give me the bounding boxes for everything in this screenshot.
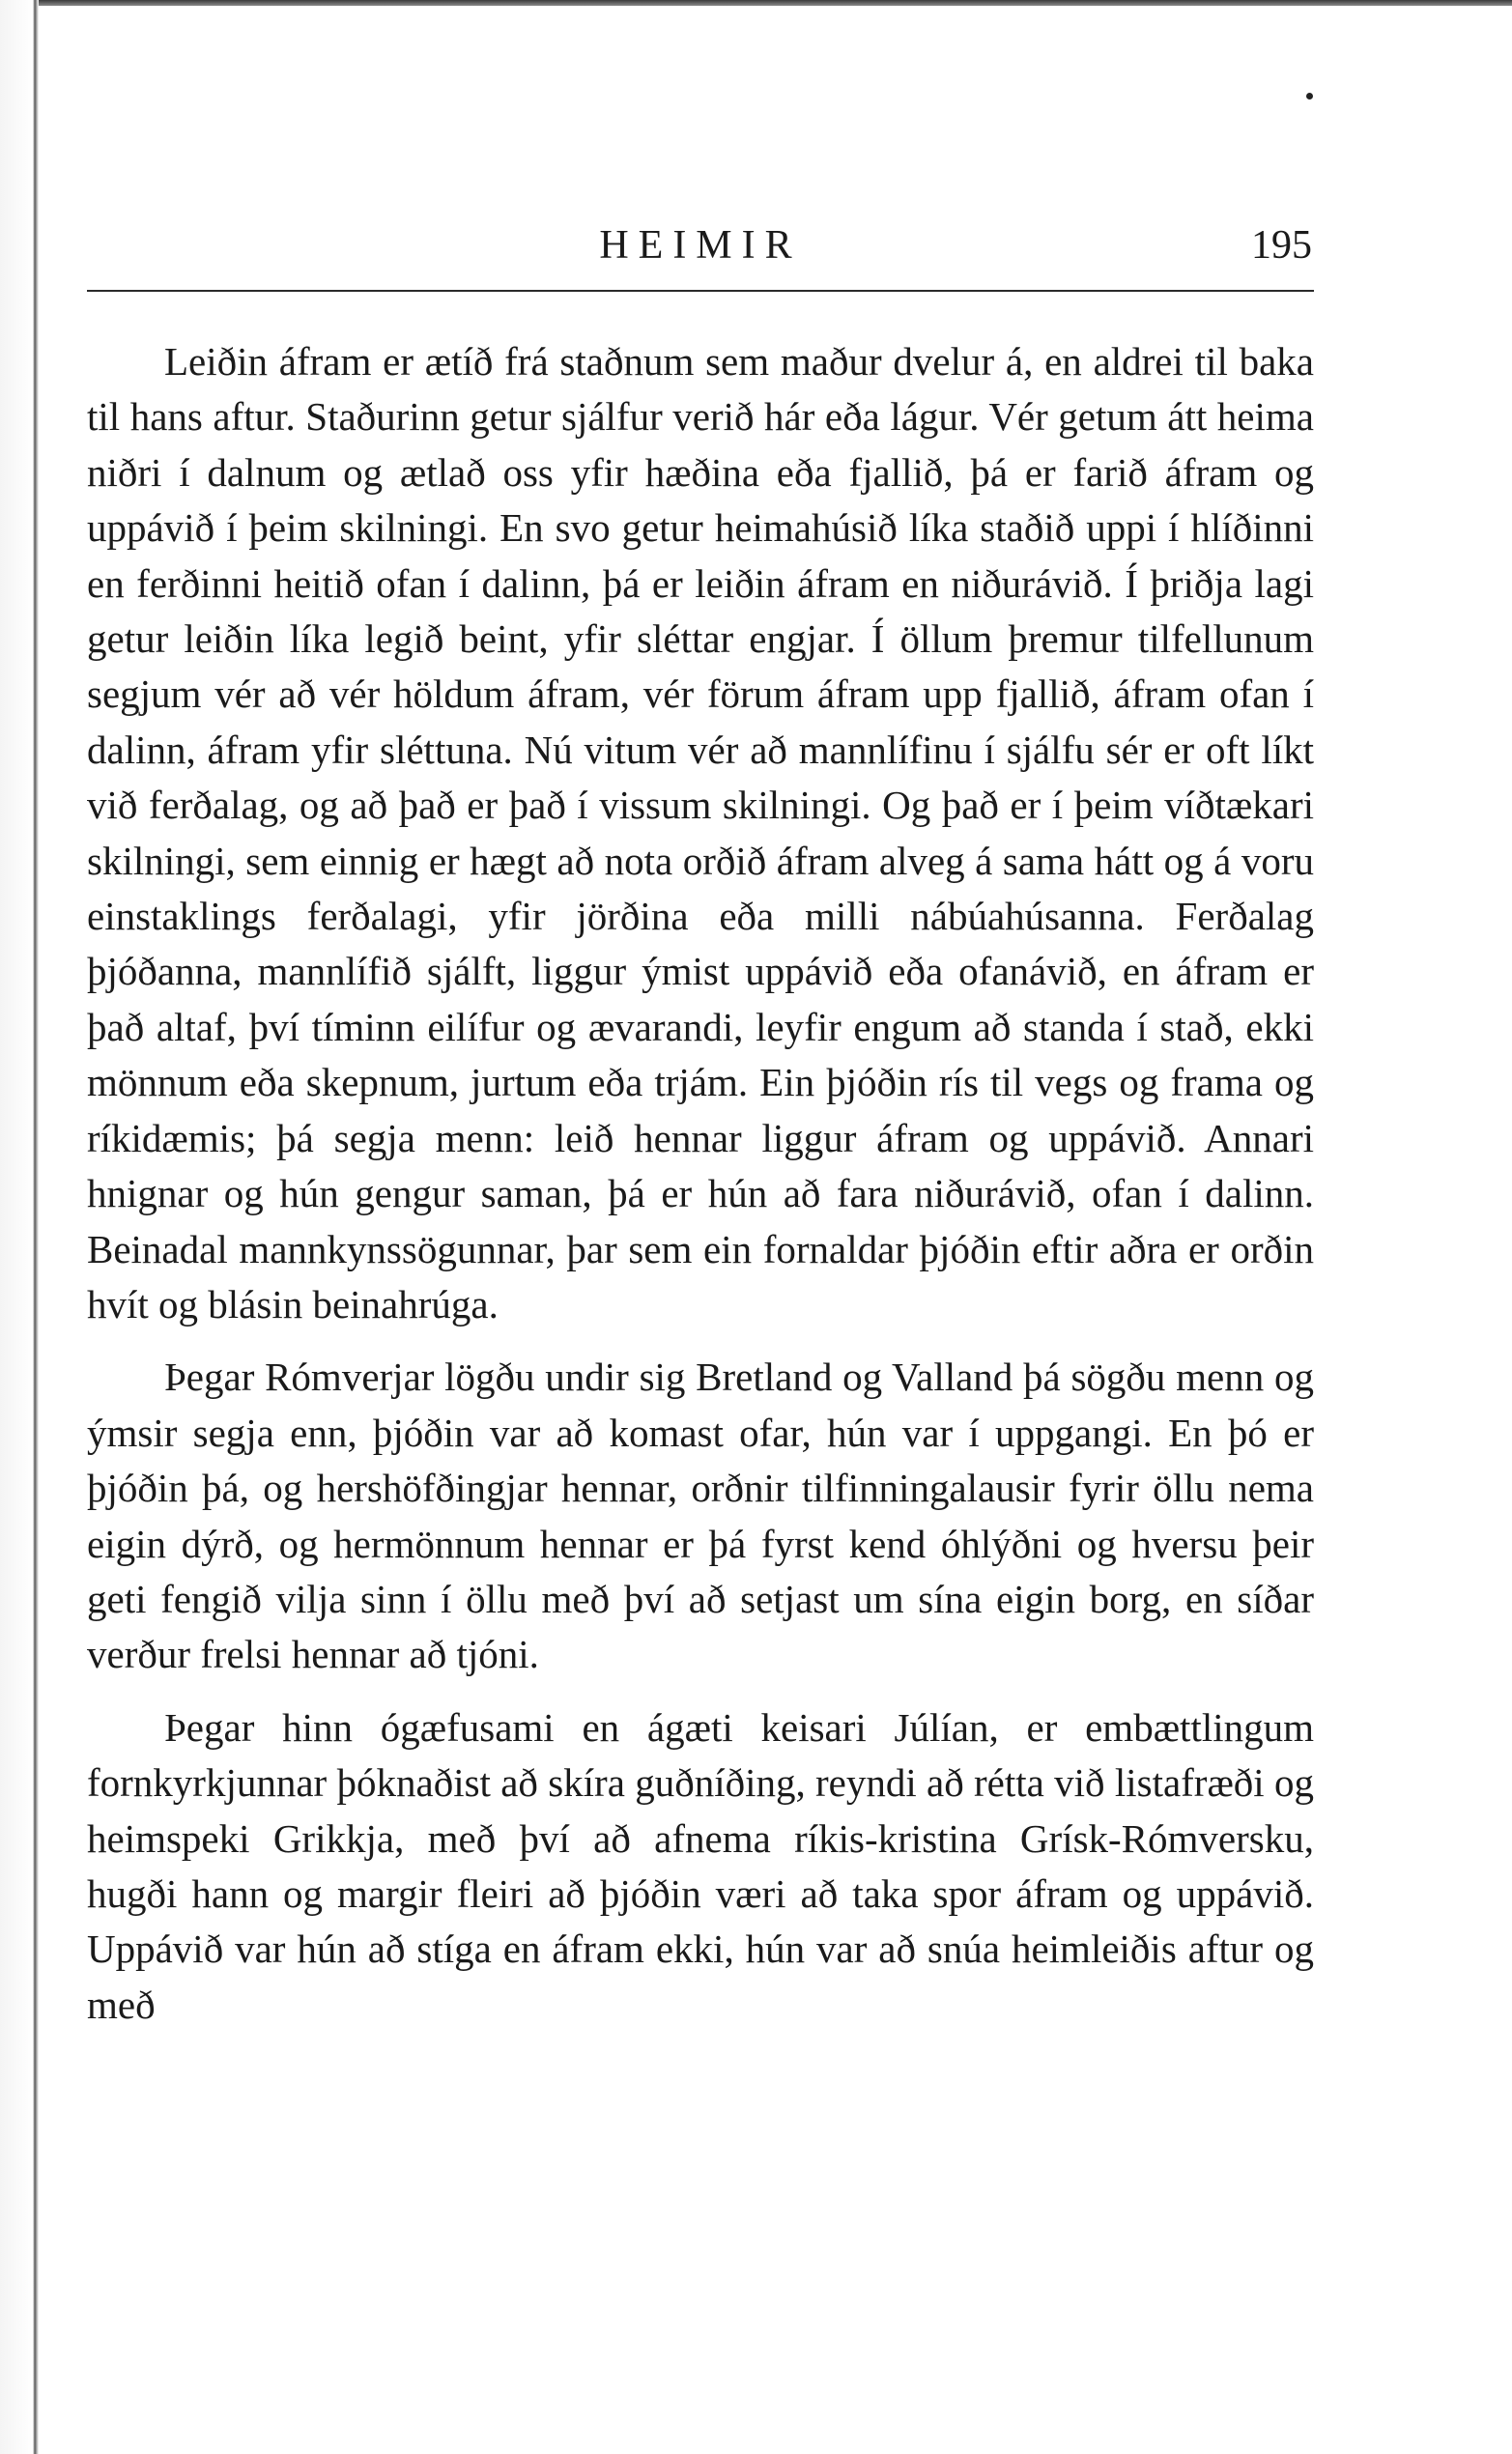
ink-speck (1306, 93, 1313, 100)
paragraph-1: Leiðin áfram er ætíð frá staðnum sem maður dvelur á, en aldrei til baka til hans aftur. Staðurinn getur sjálfur verið hár eða lágur. Vér getum átt heima niðri í dalnum og ætlað oss yfir hæðina eða fjallið, þá er farið áfram og uppávið í þeim skilningi. En svo getur heimahúsið líka staðið uppi í hlíðinni en ferðinni heitið ofan í dalinn, þá er leiðin áfram en niðurávið. Í þriðja lagi getur leiðin líka legið beint, yfir sléttar engjar. Í öllum þremur tilfellunum segjum vér að vér höldum áfram, vér förum áfram upp fjallið, áfram ofan í dalinn, áfram yfir sléttuna. Nú vitum vér að mannlífinu í sjálfu sér er oft líkt við ferðalag, og að það er það í vissum skilningi. Og það er í þeim víðtækari skilningi, sem einnig er hægt að nota orðið áfram alveg á sama hátt og á voru einstaklings ferðalagi, yfir jörðina eða milli nábúahúsanna. Ferðalag þjóðanna, mannlífið sjálft, liggur ýmist uppávið eða ofanávið, en áfram er það altaf, því tíminn eilífur og ævarandi, leyfir engum að standa í stað, ekki mönnum eða skepnum, jurtum eða trjám. Ein þjóðin rís til vegs og frama og ríkidæmis; þá segja menn: leið hennar liggur áfram og uppávið. Annari hnignar og hún gengur saman, þá er hún að fara niðurávið, ofan í dalinn. Beinadal mannkynssögunnar, þar sem ein fornaldar þjóðin eftir aðra er orðin hvít og blásin beinahrúga. (87, 339, 1314, 1327)
book-page (87, 222, 1314, 2033)
page-header (87, 222, 1314, 276)
body-text (87, 334, 1314, 2033)
paragraph-3: Þegar hinn ógæfusami en ágæti keisari Júlían, er embættlingum fornkyrkjunnar þóknaðist að skíra guðníðing, reyndi að rétta við listafræði og heimspeki Grikkja, með því að afnema ríkis-kristina Grísk-Rómversku, hugði hann og margir fleiri að þjóðin væri að taka spor áfram og uppávið. Uppávið var hún að stíga en áfram ekki, hún var að snúa heimleiðis aftur og með (87, 1704, 1314, 2027)
running-title: HEIMIR (599, 223, 802, 268)
page-left-edge (0, 0, 39, 2454)
page-number: 195 (1251, 223, 1312, 268)
paragraph-2: Þegar Rómverjar lögðu undir sig Bretland og Valland þá sögðu menn og ýmsir segja enn, þjóðin var að komast ofar, hún var í uppgangi. En þó er þjóðin þá, og hershöfðingjar hennar, orðnir tilfinningalausir fyrir öllu nema eigin dýrð, og hermönnum hennar er þá fyrst kend óhlýðni og hversu þeir geti fengið vilja sinn í öllu með því að setjast um sína eigin borg, en síðar verður frelsi hennar að tjóni. (87, 1355, 1314, 1677)
header-rule (87, 290, 1314, 292)
page-top-edge (0, 0, 1512, 6)
